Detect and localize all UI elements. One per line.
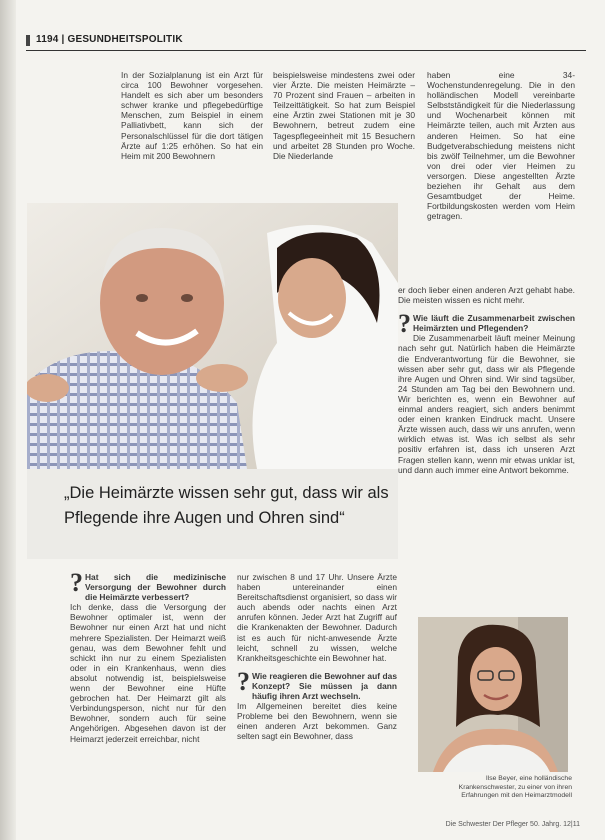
header-title <box>36 34 183 45</box>
text-column-2 <box>273 70 415 161</box>
question-mark-icon: ? <box>70 568 83 597</box>
question-text: Wie reagieren die Bewohner auf das Konzept? Sie müssen ja dann häufig ihren Arzt wechseln. <box>252 670 397 702</box>
text-column-1 <box>121 70 263 161</box>
portrait-photo <box>418 617 568 772</box>
text-paragraph: haben eine 34-Wochenstundenregelung. Die in den holländischen Modell vereinbarte Selbstständigkeit für die Niederlassung und Wochenarbeit können mit Heimärzte teilen, auch mit Ärzten aus anderen Heimen. So hat eine Budgetverabschiedung meistens nicht bis zwölf Teilnehmer, um die Bewohner von drei oder vier Heimen zu versorgen. Diese angestellten Ärzte beziehen ihr Gehalt aus dem Gesamtbudget der Heime. Fortbildungskosten werden vom Heim getragen. <box>427 70 575 222</box>
portrait-illustration <box>418 617 568 772</box>
interview-answer: Im Allgemeinen bereitet dies keine Probleme bei den Bewohnern, wenn sie einen anderen Arzt bekommen. Ganz selten sagt ein Bewohner, dass <box>237 701 397 742</box>
interview-question <box>70 568 226 603</box>
question-mark-icon: ? <box>398 309 411 339</box>
interview-answer: Ich denke, dass die Versorgung der Bewohner optimaler ist, wenn der Bewohner nur einen Arzt hat und nicht mehrere Spezialisten. Der Heimarzt weiß genau, was dem Bewohner fehlt und schickt ihn nur zu einem Spezialisten oder in ein Krankenhaus, wenn dies absolut notwendig ist, beispielsweise wenn der Bewohner eine Hüfte gebrochen hat. Der Heimarzt gilt als Verbindungsperson, nicht nur für den Bewohner, sondern auch für seine Angehörigen. Abgesehen davon ist der Heimarzt jederzeit erreichbar, nicht <box>70 602 226 744</box>
header-marker <box>26 35 30 46</box>
question-mark-icon: ? <box>237 666 250 696</box>
interview-question <box>237 666 397 702</box>
page-binding-edge <box>0 0 16 840</box>
photo-illustration <box>27 203 398 469</box>
section-title: GESUNDHEITSPOLITIK <box>67 34 183 45</box>
header-rule <box>26 50 586 51</box>
bottom-text-column-2 <box>237 572 397 742</box>
text-paragraph: In der Sozialplanung ist ein Arzt für circa 100 Bewohner vorgesehen. Handelt es sich aber um besonders schwer kranke und pflegebedürftige Menschen, zum Beispiel in einem Palliativbett, kann sich der Personalschlüssel für die dort tätigen Ärzte auf 1:25 erhöhen. So hat ein Heim mit 200 Bewohnern <box>121 70 263 161</box>
question-text: Wie läuft die Zusammenarbeit zwischen Heimärzten und Pflegenden? <box>413 313 575 334</box>
text-column-3 <box>427 70 575 221</box>
page-header <box>26 34 586 48</box>
page-footer: Die Schwester Der Pfleger 50. Jahrg. 12|11 <box>445 821 580 828</box>
main-photo <box>27 203 398 469</box>
right-text-column <box>398 285 575 475</box>
page-number: 1194 <box>36 34 59 45</box>
text-paragraph: beispielsweise mindestens zwei oder vier Ärzte. Die meisten Heimärzte – 70 Prozent sind Frauen – arbeiten in Teilzeittätigkeit. So hat zum Beispiel eine Ärztin zwei Stationen mit je 30 Bewohnern, betreut zudem eine Tagespflegeeinheit mit 15 Besuchern und arbeitet 28 Stunden pro Woche. Die Niederlande <box>273 70 415 161</box>
interview-answer: Die Zusammenarbeit läuft meiner Meinung nach sehr gut. Natürlich haben die Heimärzte die Endverantwortung für die Bewohner, sie wissen aber sehr gut, dass wir als Pflegende ihre Augen und Ohren sind. Wir sind tagsüber, 24 Stunden am Tag bei den Bewohnern und. Wir berichten es, wenn ein Bewohner auf einmal anders reagiert, sich anders benimmt oder einen kranken Eindruck macht. Unsere Ärzte wissen auch, dass wir uns anrufen, wenn wirklich etwas ist. Was ich selbst als sehr positiv erfahren ist, dass ich unseren Arzt Fragen stellen kann, wenn mir etwas unklar ist, und dann auch immer eine Antwort bekomme. <box>398 333 575 475</box>
bottom-text-column-1 <box>70 568 226 744</box>
text-paragraph: er doch lieber einen anderen Arzt gehabt habe. Die meisten wissen es nicht mehr. <box>398 285 575 306</box>
header-separator: | <box>61 34 68 45</box>
text-paragraph: nur zwischen 8 und 17 Uhr. Unsere Ärzte haben untereinander einen Bereitschaftsdienst organisiert, so dass wir auch abends oder nachts einen Arzt anrufen können. Jeder Arzt hat Zugriff auf die Krankenakten der Bewohner. Dadurch ist es auch für nicht-anwesende Ärzte leicht, schnell zu wissen, welche Krankheitsgeschichte ein Bewohner hat. <box>237 572 397 663</box>
pull-quote: „Die Heimärzte wissen sehr gut, dass wir als Pflegende ihre Augen und Ohren sind“ <box>64 484 389 527</box>
portrait-caption: Ilse Beyer, eine holländische Krankenschwester, zu einer von ihren Erfahrungen mit den Heimarztmodell <box>458 775 572 800</box>
question-text: Hat sich die medizinische Versorgung der Bewohner durch die Heimärzte verbessert? <box>85 572 226 603</box>
interview-question <box>398 309 575 339</box>
